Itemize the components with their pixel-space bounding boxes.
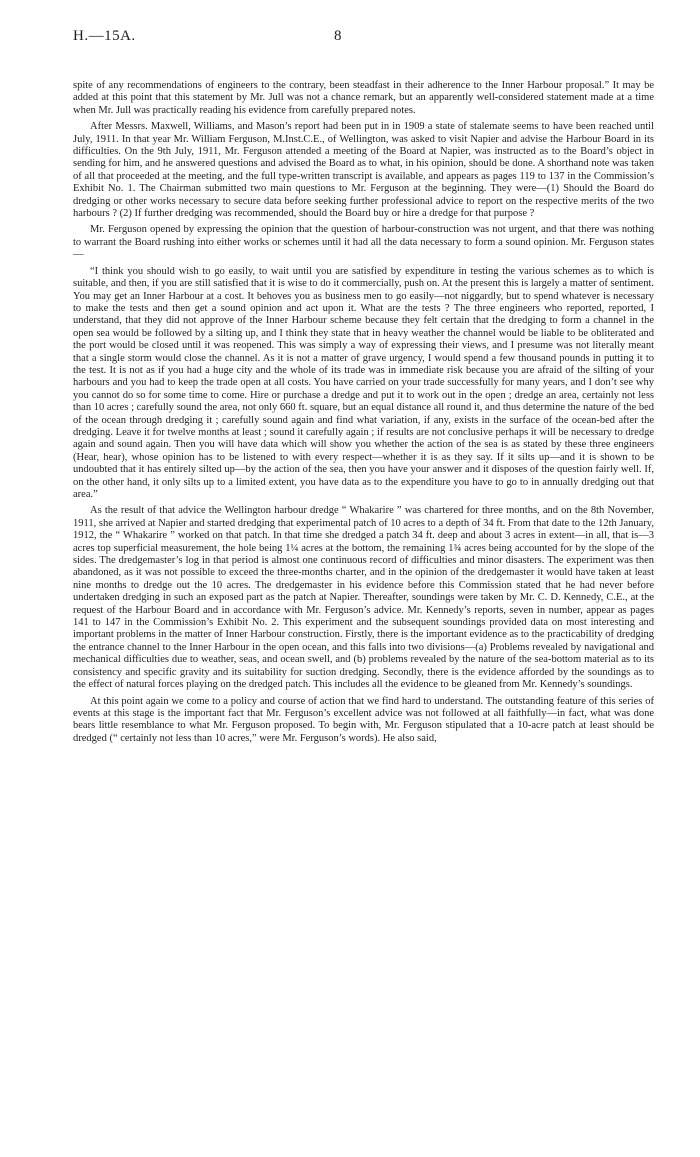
page-number: 8 (334, 28, 342, 44)
body-text (73, 80, 654, 745)
paragraph-ferguson-visit: After Messrs. Maxwell, Williams, and Mason’s report had been put in in 1909 a state of stalemate seems to have been reached until July, 1911. In that year Mr. William Ferguson, M.Inst.C.E., of Wellington, was asked to visit Napier and advise the Harbour Board in its difficulties. On the 9th July, 1911, Mr. Ferguson attended a meeting of the Board at Napier, was instructed as to the Board’s object in sending for him, and he answered questions and advised the Board as to what, in his opinion, should be done. A shorthand note was taken of all that proceeded at the meeting, and the full type-written transcript is available, and appears as pages 119 to 137 in the Commission’s Exhibit No. 1. The Chairman submitted two main questions to Mr. Ferguson at the beginning. They were—(1) Should the Board do dredging or other works necessary to secure data before seeking further professional advice to report on the respective merits of the two harbours ? (2) If further dredging was recommended, should the Board buy or hire a dredge for that purpose ? (73, 121, 654, 220)
paragraph-continuation: spite of any recommendations of engineers to the contrary, been steadfast in their adherence to the Inner Harbour proposal.” It may be added at this point that this statement by Mr. Jull was not a chance remark, but an apparently well-considered statement made at a time when Mr. Jull was practically reading his evidence from carefully prepared notes. (73, 80, 654, 116)
paragraph-policy: At this point again we come to a policy and course of action that we find hard to understand. The outstanding feature of this series of events at this stage is the important fact that Mr. Ferguson’s excellent advice was not followed at all faithfully—in fact, what was done bears little resemblance to what Mr. Ferguson proposed. To begin with, Mr. Ferguson stipulated that a 10-acre patch at least should be dredged (“ certainly not less than 10 acres,” were Mr. Ferguson’s words). He also said, (73, 695, 654, 744)
paragraph-ferguson-opinion: Mr. Ferguson opened by expressing the opinion that the question of harbour-construction was not urgent, and that there was nothing to warrant the Board rushing into either works or schemes until it had all the data necessary to form a sound opinion. Mr. Ferguson states— (73, 224, 654, 261)
page-header (73, 28, 654, 58)
paragraph-ferguson-quote: “I think you should wish to go easily, to wait until you are satisfied by expenditure in testing the various schemes as to which is suitable, and then, if you are still satisfied that it is wise to do it commercially, push on. At the present this is largely a matter of sentiment. You may get an Inner Harbour at a cost. It behoves you as business men to go easily—not niggardly, but to spend whatever is necessary to make the tests and then get a sound opinion and act upon it. What are the tests ? The three engineers who reported, reported, I understand, that they did not approve of the Inner Harbour scheme because they felt certain that the dredging to form a channel in the open sea would be followed by a silting up, and I think they state that in heavy weather the channel would be liable to be obliterated and the port would be closed until it was reopened. This was simply a way of expressing their views, and I presume was not literally meant that a single storm would close the channel. As it is not a matter of grave urgency, I would spend a few thousand pounds in putting it to the test. It is not as if you had a huge city and the whole of its trade was in immediate risk because you are afraid of the silting of your harbours and you had to keep the trade open at all costs. You have carried on your trade successfully for many years, and I don’t see why you cannot do so for some time to come. Hire or purchase a dredge and put it to work out in the open ; dredge an area, certainly not less than 10 acres ; carefully sound the area, not only 660 ft. square, but an equal distance all round it, and thus determine the nature of the bed of the ocean through dredging it ; carefully sound again and find what variation, if any, exists in the surface of the ocean-bed after the dredging. Leave it for twelve months at least ; sound it carefully again ; if results are not conclusive perhaps it will be necessary to dredge again and sound again. Then you will have data which will show you whether the action of the sea is as stated by these three engineers (Hear, hear), whose opinion has to be listened to with every respect—whether it is as they say. If it silts up—and it is shown to be undoubted that it has entirely silted up—by the action of the sea, then you have your answer and it disposes of the question fairly well. If, on the other hand, it only silts up to a limited extent, you have data as to the expenditure you have to go to in annually dredging out that area.” (73, 265, 654, 500)
paragraph-whakarire-dredging: As the result of that advice the Wellington harbour dredge “ Whakarire ” was chartered for three months, and on the 8th November, 1911, she arrived at Napier and started dredging that experimental patch of 10 acres to a depth of 34 ft. From that date to the 12th January, 1912, the “ Whakarire ” worked on that patch. In that time she dredged a patch 34 ft. deep and about 3 acres in extent—in all, that is—3 acres top superficial measurement, the hole being 1¼ acres at the bottom, the remaining 1¾ acres being accounted for by the slope of the sides. The dredgemaster’s log in that period is almost one continuous record of difficulties and minor disasters. The experiment was then abandoned, as it was not possible to exceed the three-months charter, and in the opinion of the dredgemaster it would have taken at least nine months to dredge out the 10 acres. The dredgemaster in his evidence before this Commission stated that he had never before undertaken dredging in such an exposed part as the patch at Napier. Thereafter, soundings were taken by Mr. C. D. Kennedy, C.E., at the request of the Harbour Board and in accordance with Mr. Ferguson’s advice. Mr. Kennedy’s reports, seven in number, appear as pages 141 to 147 in the Commission’s Exhibit No. 2. This experiment and the subsequent soundings provided data on most interesting and important problems in the matter of Inner Harbour construction. Firstly, there is the important evidence as to the practicability of dredging the entrance channel to the Inner Harbour in the open ocean, and this falls into two divisions—(a) Problems revealed by navigational and mechanical difficulties due to weather, seas, and ocean swell, and (b) problems revealed by the nature of the sea-bottom material as to its consistency and specific gravity and its suitability for suction dredging. Secondly, there is the evidence afforded by the soundings as to the effect of natural forces playing on the dredged patch. This includes all the evidence to be gleaned from Mr. Kennedy’s soundings. (73, 505, 654, 691)
document-reference: H.—15A. (73, 28, 136, 44)
